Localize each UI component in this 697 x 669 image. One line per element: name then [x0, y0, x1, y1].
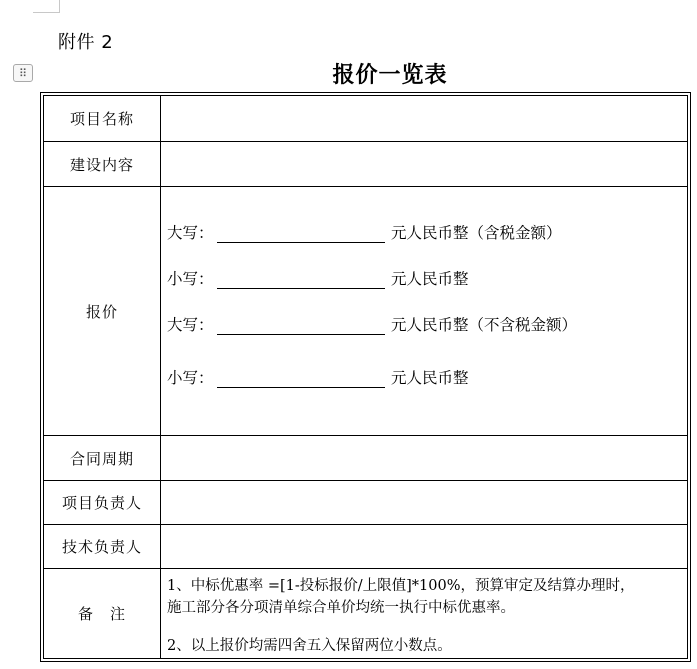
- project-name-label: 项目名称: [44, 96, 161, 142]
- project-manager-value[interactable]: [161, 481, 688, 525]
- note-line: 施工部分各分项清单综合单价均统一执行中标优惠率。: [167, 600, 515, 616]
- page-title: 报价一览表: [332, 63, 448, 88]
- attachment-label: 附件 2: [58, 32, 114, 53]
- page-corner-mark: [33, 0, 60, 13]
- quote-line-lower-untaxed: [167, 366, 469, 388]
- amount-blank[interactable]: [217, 318, 385, 335]
- quote-table: [43, 95, 688, 659]
- note-line: 2、以上报价均需四舍五入保留两位小数点。: [167, 638, 452, 654]
- construction-content-value[interactable]: [161, 142, 688, 187]
- quote-line-lower-taxed: [167, 267, 469, 289]
- quote-line-upper-untaxed: [167, 313, 577, 335]
- quote-table-frame: [40, 92, 691, 662]
- contract-period-label: 合同周期: [44, 436, 161, 481]
- quote-prefix: 小写：: [167, 369, 214, 387]
- table-row: [44, 525, 688, 569]
- quote-value[interactable]: [161, 187, 688, 436]
- amount-blank[interactable]: [217, 371, 385, 388]
- table-row: [44, 569, 688, 659]
- tech-manager-value[interactable]: [161, 525, 688, 569]
- quote-line-upper-taxed: [167, 221, 562, 243]
- quote-prefix: 小写：: [167, 270, 214, 288]
- quote-suffix: 元人民币整（含税金额）: [391, 224, 562, 242]
- table-row: [44, 436, 688, 481]
- quote-suffix: 元人民币整: [391, 270, 469, 288]
- table-row: [44, 187, 688, 436]
- tech-manager-label: 技术负责人: [44, 525, 161, 569]
- note-line: 1、中标优惠率 =[1-投标报价/上限值]*100%，预算审定及结算办理时，: [167, 578, 635, 594]
- project-name-value[interactable]: [161, 96, 688, 142]
- project-manager-label: 项目负责人: [44, 481, 161, 525]
- quote-suffix: 元人民币整: [391, 369, 469, 387]
- table-row: [44, 142, 688, 187]
- quote-suffix: 元人民币整（不含税金额）: [391, 316, 578, 334]
- quote-prefix: 大写：: [167, 316, 214, 334]
- table-row: [44, 96, 688, 142]
- construction-content-label: 建设内容: [44, 142, 161, 187]
- amount-blank[interactable]: [217, 272, 385, 289]
- remarks-label: 备 注: [44, 569, 161, 659]
- amount-blank[interactable]: [217, 226, 385, 243]
- contract-period-value[interactable]: [161, 436, 688, 481]
- table-row: [44, 481, 688, 525]
- quote-label: 报价: [44, 187, 161, 436]
- remarks-value[interactable]: [161, 569, 688, 659]
- quote-prefix: 大写：: [167, 224, 214, 242]
- move-handle-icon[interactable]: ⠿: [13, 64, 33, 82]
